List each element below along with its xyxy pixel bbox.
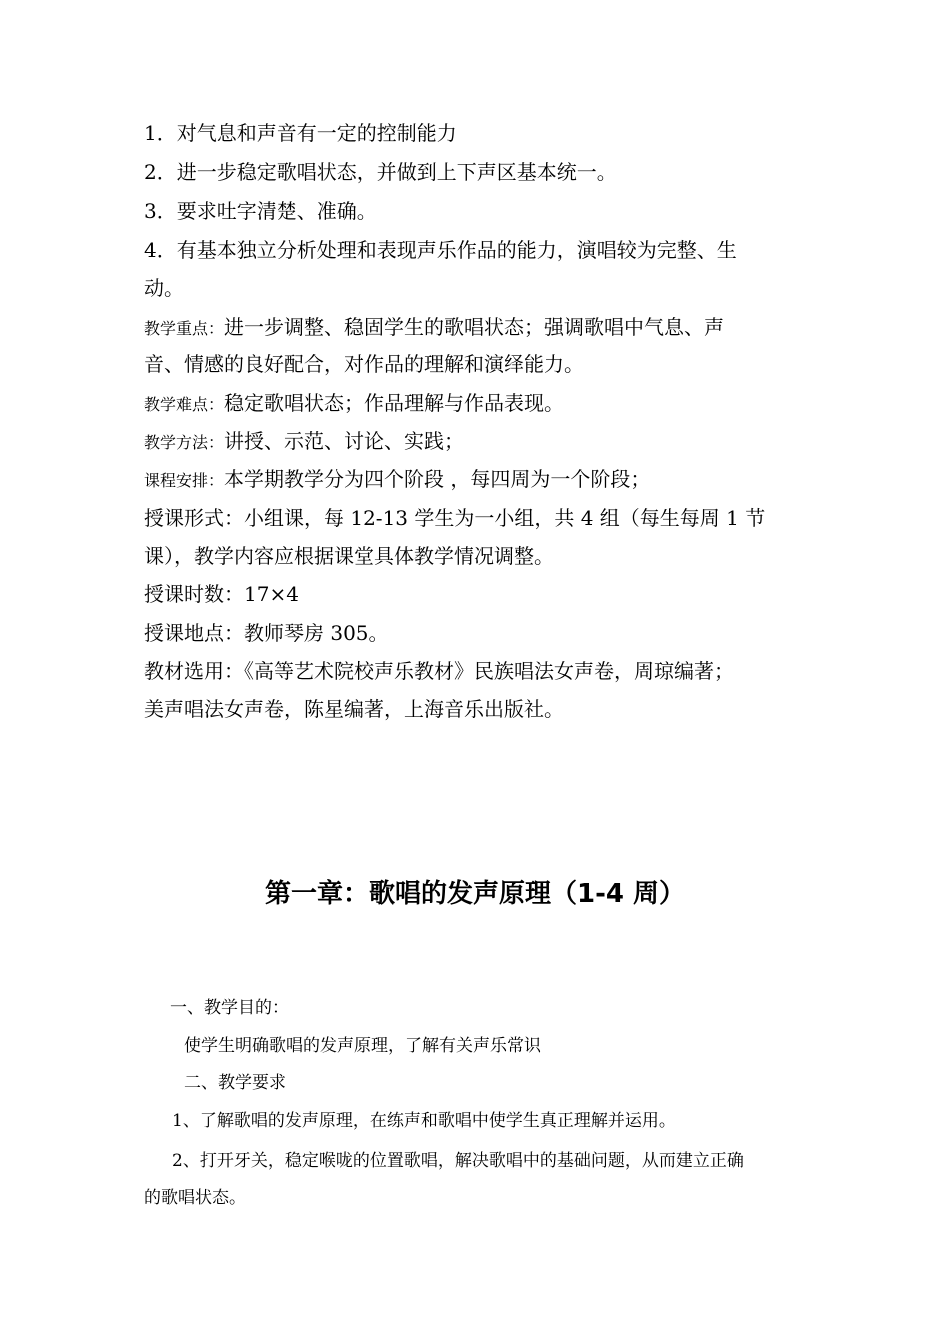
teaching-method [144,428,464,456]
objective-text: 使学生明确歌唱的发声原理，了解有关声乐常识 [184,1036,541,1056]
teaching-hours: 授课时数：17×4 [144,582,299,606]
requirement-item-2: 2、打开牙关，稳定喉咙的位置歌唱，解决歌唱中的基础问题，从而建立正确 [172,1151,744,1171]
course-schedule [144,466,650,494]
teaching-method-label: 教学方法： [144,433,225,452]
teaching-difficulty-label: 教学难点： [144,395,225,414]
requirement-item-1: 1、了解歌唱的发声原理，在练声和歌唱中使学生真正理解并运用。 [172,1111,676,1131]
requirement-4: 4．有基本独立分析处理和表现声乐作品的能力，演唱较为完整、生 [144,238,737,262]
teaching-form-continued: 课），教学内容应根据课堂具体教学情况调整。 [144,544,554,568]
teaching-difficulty [144,390,564,418]
requirements-heading: 二、教学要求 [184,1073,286,1093]
requirement-item-2-continued: 的歌唱状态。 [144,1188,246,1208]
teaching-focus-label: 教学重点： [144,319,225,338]
textbook-continued: 美声唱法女声卷，陈星编著，上海音乐出版社。 [144,697,564,721]
requirement-4-continued: 动。 [144,276,184,300]
objective-heading: 一、教学目的： [170,998,289,1018]
chapter-title: 第一章：歌唱的发声原理（1-4 周） [264,879,686,909]
teaching-focus [144,314,724,342]
teaching-difficulty-text: 稳定歌唱状态；作品理解与作品表现。 [224,391,565,415]
textbook: 教材选用：《高等艺术院校声乐教材》民族唱法女声卷，周琼编著； [144,659,734,683]
requirement-3: 3．要求吐字清楚、准确。 [144,199,377,223]
teaching-method-text: 讲授、示范、讨论、实践； [224,429,465,453]
teaching-focus-continued: 音、情感的良好配合，对作品的理解和演绎能力。 [144,352,584,376]
teaching-form: 授课形式：小组课，每 12-13 学生为一小组，共 4 组（每生每周 1 节 [144,506,766,530]
course-schedule-text: 本学期教学分为四个阶段 ，每四周为一个阶段； [224,467,651,491]
teaching-focus-text: 进一步调整、稳固学生的歌唱状态；强调歌唱中气息、声 [224,315,725,339]
course-schedule-label: 课程安排： [144,471,225,490]
teaching-location: 授课地点：教师琴房 305。 [144,621,389,645]
requirement-2: 2．进一步稳定歌唱状态，并做到上下声区基本统一。 [144,160,617,184]
requirement-1: 1．对气息和声音有一定的控制能力 [144,121,457,145]
